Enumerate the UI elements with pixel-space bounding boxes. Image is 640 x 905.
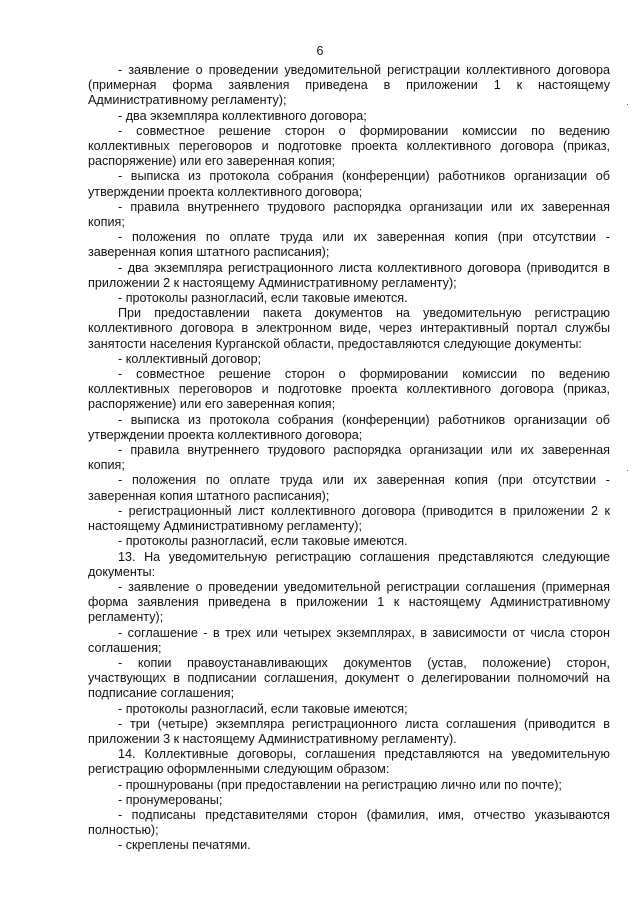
page-number: 6 [316, 44, 324, 58]
paragraph: - положения по оплате труда или их заверенная копия (при отсутствии - заверенная копия штатного расписания); [88, 473, 610, 503]
paragraph: - регистрационный лист коллективного договора (приводится в приложении 2 к настоящему Административному регламенту); [88, 503, 610, 534]
paragraph: - прошнурованы (при предоставлении на регистрацию лично или по почте); [118, 777, 562, 792]
paragraph: - подписаны представителями сторон (фамилия, имя, отчество указываются полностью); [88, 807, 610, 838]
paragraph: - заявление о проведении уведомительной регистрации соглашения (примерная форма заявления приведена в приложении 1 к настоящему Административному регламенту); [88, 579, 610, 625]
paragraph: - пронумерованы; [118, 792, 223, 807]
paragraph: 13. На уведомительную регистрацию соглашения представляются следующие документы: [88, 549, 610, 579]
document-body [88, 63, 610, 854]
paragraph: При предоставлении пакета документов на уведомительную регистрацию коллективного договора в электронном виде, через интерактивный портал службы занятости населения Курганской области, предоставляются следующие документы: [88, 306, 610, 351]
scan-mark [627, 104, 628, 105]
paragraph: - правила внутреннего трудового распорядка организации или их заверенная копия; [88, 443, 610, 473]
paragraph: - коллективный договор; [118, 351, 262, 366]
paragraph: - протоколы разногласий, если таковые имеются. [118, 534, 408, 549]
paragraph: - соглашение - в трех или четырех экземплярах, в зависимости от числа сторон соглашения; [88, 625, 610, 655]
paragraph: - совместное решение сторон о формировании комиссии по ведению коллективных переговоров и подготовке проекта коллективного договора (приказ, распоряжение) или его заверенная копия; [88, 123, 610, 169]
paragraph: - два экземпляра регистрационного листа коллективного договора (приводится в приложении 2 к настоящему Административному регламенту); [88, 260, 610, 290]
paragraph: - скреплены печатями. [118, 838, 251, 853]
paragraph: - правила внутреннего трудового распорядка организации или их заверенная копия; [88, 199, 610, 230]
paragraph: - три (четыре) экземпляра регистрационного листа соглашения (приводится в приложении 3 к настоящему Административному регламенту). [88, 716, 610, 746]
paragraph: - положения по оплате труда или их заверенная копия (при отсутствии - заверенная копия штатного расписания); [88, 230, 610, 260]
scan-mark [627, 470, 628, 471]
paragraph: - выписка из протокола собрания (конференции) работников организации об утверждении проекта коллективного договора; [88, 169, 610, 199]
paragraph: - заявление о проведении уведомительной регистрации коллективного договора (примерная форма заявления приведена в приложении 1 к настоящему Административному регламенту); [88, 63, 610, 108]
paragraph: 14. Коллективные договоры, соглашения представляются на уведомительную регистрацию оформленными следующим образом: [88, 747, 610, 777]
paragraph: - выписка из протокола собрания (конференции) работников организации об утверждении проекта коллективного договора; [88, 412, 610, 442]
paragraph: - протоколы разногласий, если таковые имеются; [118, 701, 408, 716]
paragraph: - протоколы разногласий, если таковые имеются. [118, 291, 408, 306]
paragraph: - два экземпляра коллективного договора; [118, 108, 367, 123]
paragraph: - копии правоустанавливающих документов (устав, положение) сторон, участвующих в подписании соглашения, документ о делегировании полномочий на подписание соглашения; [88, 655, 610, 701]
paragraph: - совместное решение сторон о формировании комиссии по ведению коллективных переговоров и подготовке проекта коллективного договора (приказ, распоряжение) или его заверенная копия; [88, 367, 610, 412]
